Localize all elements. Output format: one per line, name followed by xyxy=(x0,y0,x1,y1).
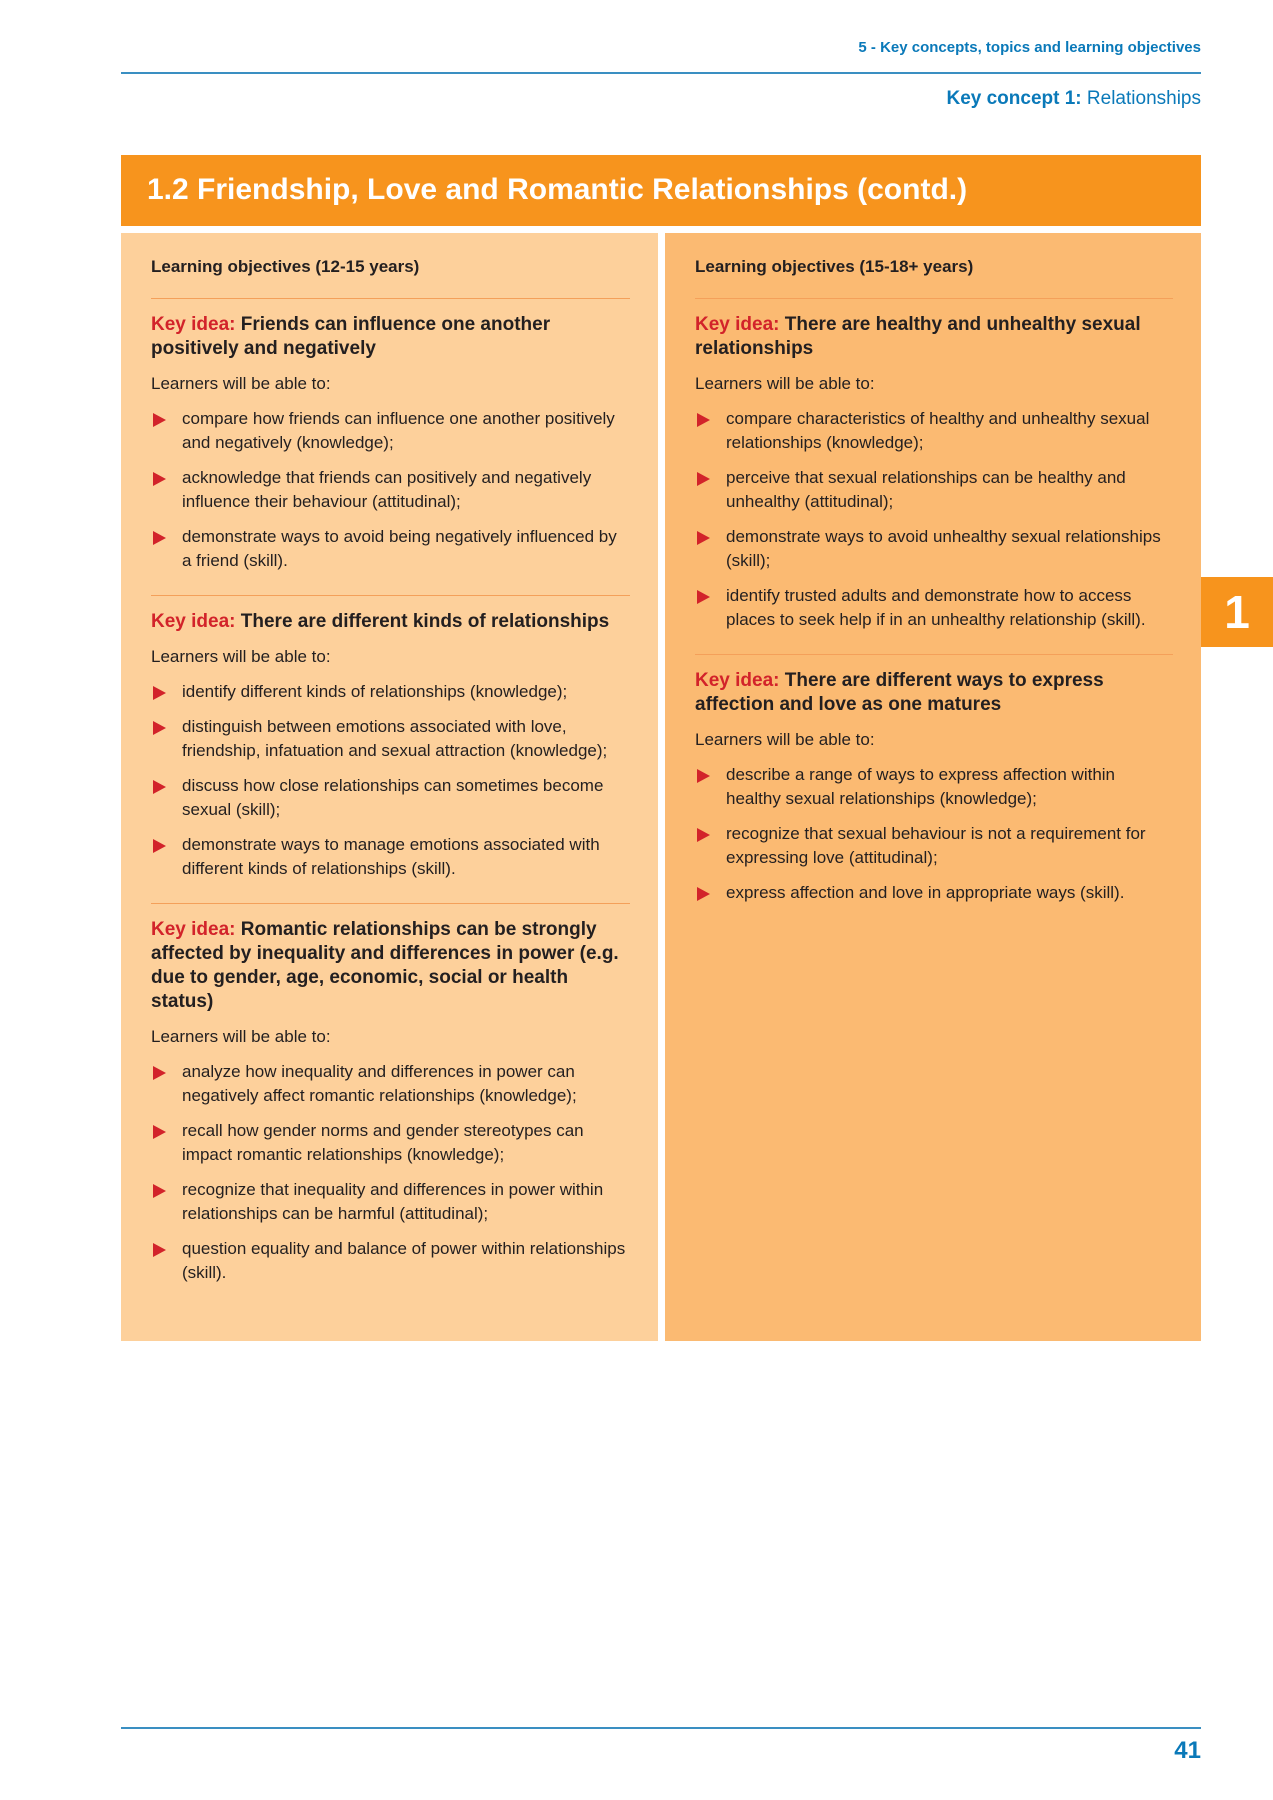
objective-item xyxy=(695,822,1173,870)
bullet-triangle-icon xyxy=(153,531,166,545)
header-divider xyxy=(121,72,1201,74)
objectives-list xyxy=(151,1060,630,1285)
objectives-list xyxy=(695,763,1173,905)
objective-item xyxy=(151,1119,630,1167)
learners-intro: Learners will be able to: xyxy=(151,1027,331,1046)
key-idea-heading xyxy=(695,669,1173,717)
objective-item xyxy=(695,407,1173,455)
section-divider xyxy=(151,595,630,596)
objective-item xyxy=(151,715,630,763)
objective-text: acknowledge that friends can positively and negatively influence their behaviour (attitudinal); xyxy=(182,468,592,511)
key-idea-title: Romantic relationships can be strongly affected by inequality and differences in power (e.g. due to gender, age, economic, social or health status) xyxy=(151,919,619,1012)
objective-text: recognize that inequality and differences in power within relationships can be harmful (attitudinal); xyxy=(182,1180,604,1223)
objective-item xyxy=(151,833,630,881)
running-header: 5 - Key concepts, topics and learning objectives xyxy=(858,39,1201,56)
section-divider xyxy=(151,903,630,904)
bullet-triangle-icon xyxy=(697,828,710,842)
key-idea-label: Key idea: xyxy=(695,670,780,691)
objective-text: compare characteristics of healthy and unhealthy sexual relationships (knowledge); xyxy=(726,409,1150,452)
bullet-triangle-icon xyxy=(153,1184,166,1198)
page-number: 41 xyxy=(1174,1737,1201,1764)
learners-intro: Learners will be able to: xyxy=(151,374,331,393)
bullet-triangle-icon xyxy=(697,531,710,545)
key-idea-title: There are different ways to express affection and love as one matures xyxy=(695,670,1104,715)
objective-item xyxy=(151,1237,630,1285)
bullet-triangle-icon xyxy=(697,472,710,486)
bullet-triangle-icon xyxy=(697,769,710,783)
bullet-triangle-icon xyxy=(153,472,166,486)
objective-item xyxy=(151,466,630,514)
section-banner: 1.2 Friendship, Love and Romantic Relationships (contd.) xyxy=(121,155,1201,226)
objective-text: demonstrate ways to avoid being negatively influenced by a friend (skill). xyxy=(182,527,617,570)
key-idea-label: Key idea: xyxy=(151,314,236,335)
objective-item xyxy=(695,466,1173,514)
learners-intro: Learners will be able to: xyxy=(151,647,331,666)
key-idea-label: Key idea: xyxy=(695,314,780,335)
objective-item xyxy=(151,774,630,822)
objective-text: compare how friends can influence one another positively and negatively (knowledge); xyxy=(182,409,615,452)
objective-item xyxy=(695,525,1173,573)
objective-text: demonstrate ways to avoid unhealthy sexual relationships (skill); xyxy=(726,527,1161,570)
objectives-list xyxy=(151,680,630,881)
objective-text: identify different kinds of relationships (knowledge); xyxy=(182,682,568,701)
key-idea-heading xyxy=(151,610,630,634)
objective-text: demonstrate ways to manage emotions associated with different kinds of relationships (skill). xyxy=(182,835,600,878)
key-idea-label: Key idea: xyxy=(151,611,236,632)
key-idea-title: Friends can influence one another positively and negatively xyxy=(151,314,551,359)
objective-text: discuss how close relationships can sometimes become sexual (skill); xyxy=(182,776,604,819)
objective-text: recall how gender norms and gender stereotypes can impact romantic relationships (knowledge); xyxy=(182,1121,584,1164)
objective-item xyxy=(695,881,1173,905)
bullet-triangle-icon xyxy=(153,686,166,700)
key-idea-label: Key idea: xyxy=(151,919,236,940)
objective-text: recognize that sexual behaviour is not a requirement for expressing love (attitudinal); xyxy=(726,824,1146,867)
objective-text: describe a range of ways to express affection within healthy sexual relationships (knowledge); xyxy=(726,765,1116,808)
objective-item xyxy=(151,525,630,573)
bullet-triangle-icon xyxy=(697,413,710,427)
objective-item xyxy=(151,407,630,455)
key-concept-label: Key concept 1: xyxy=(946,88,1082,109)
bullet-triangle-icon xyxy=(153,413,166,427)
objective-text: perceive that sexual relationships can be healthy and unhealthy (attitudinal); xyxy=(726,468,1126,511)
objectives-list xyxy=(695,407,1173,632)
bullet-triangle-icon xyxy=(153,839,166,853)
key-concept-name: Relationships xyxy=(1086,88,1201,109)
key-idea-heading xyxy=(151,918,630,1014)
objective-text: distinguish between emotions associated with love, friendship, infatuation and sexual attraction (knowledge); xyxy=(182,717,608,760)
key-concept-heading xyxy=(946,88,1201,110)
section-divider xyxy=(695,654,1173,655)
bullet-triangle-icon xyxy=(697,590,710,604)
column-15-18 xyxy=(665,233,1201,1341)
section-divider xyxy=(151,298,630,299)
objective-text: question equality and balance of power within relationships (skill). xyxy=(182,1239,626,1282)
objective-item xyxy=(151,1060,630,1108)
bullet-triangle-icon xyxy=(153,780,166,794)
learners-intro: Learners will be able to: xyxy=(695,374,875,393)
key-idea-heading xyxy=(151,313,630,361)
key-idea-heading xyxy=(695,313,1173,361)
section-divider xyxy=(695,298,1173,299)
chapter-tab: 1 xyxy=(1201,577,1273,647)
bullet-triangle-icon xyxy=(697,887,710,901)
objective-text: express affection and love in appropriate ways (skill). xyxy=(726,883,1125,902)
footer-divider xyxy=(121,1727,1201,1729)
learning-objectives-heading: Learning objectives (12-15 years) xyxy=(151,257,420,276)
objective-text: identify trusted adults and demonstrate how to access places to seek help if in an unhealthy relationship (skill). xyxy=(726,586,1146,629)
key-idea-title: There are different kinds of relationships xyxy=(240,611,610,632)
bullet-triangle-icon xyxy=(153,1125,166,1139)
key-idea-title: There are healthy and unhealthy sexual relationships xyxy=(695,314,1141,359)
objective-item xyxy=(151,680,630,704)
bullet-triangle-icon xyxy=(153,1243,166,1257)
column-12-15 xyxy=(121,233,658,1341)
objective-text: analyze how inequality and differences in power can negatively affect romantic relationships (knowledge); xyxy=(182,1062,577,1105)
objective-item xyxy=(695,584,1173,632)
objectives-list xyxy=(151,407,630,573)
bullet-triangle-icon xyxy=(153,721,166,735)
bullet-triangle-icon xyxy=(153,1066,166,1080)
learning-objectives-heading: Learning objectives (15-18+ years) xyxy=(695,257,974,276)
objective-item xyxy=(151,1178,630,1226)
objective-item xyxy=(695,763,1173,811)
learners-intro: Learners will be able to: xyxy=(695,730,875,749)
